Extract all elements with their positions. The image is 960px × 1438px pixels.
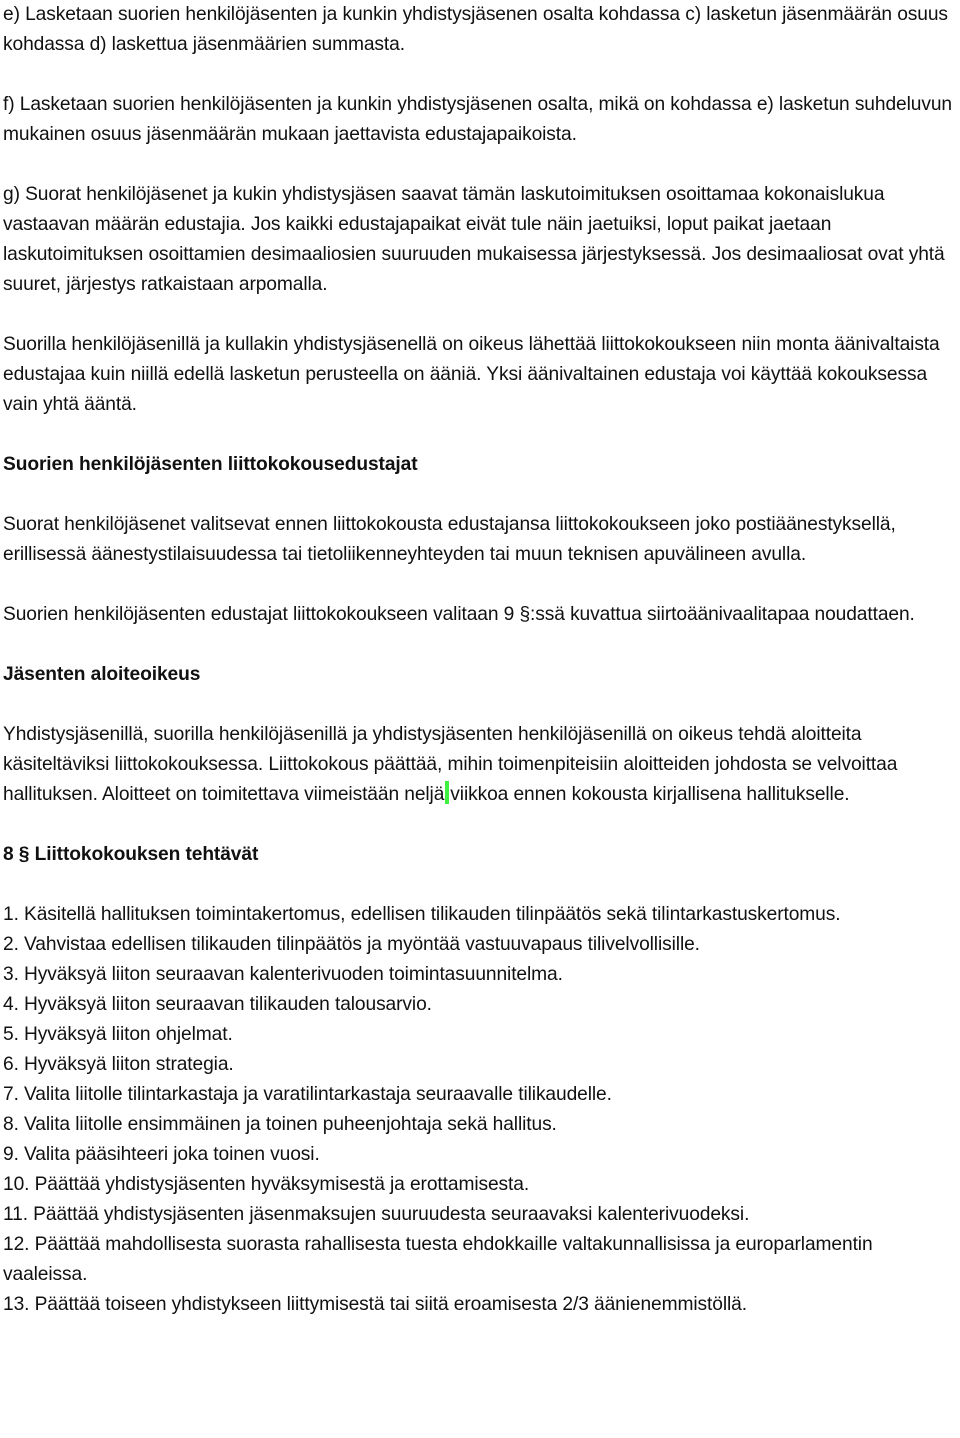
task-list-item: 3. Hyväksyä liiton seuraavan kalenterivuoden toimintasuunnitelma.	[3, 964, 563, 985]
heading-initiative-right: Jäsenten aloiteoikeus	[3, 664, 201, 685]
task-list-item: 13. Päättää toiseen yhdistykseen liittymisestä tai siitä eroamisesta 2/3 äänienemmistöllä.	[3, 1294, 747, 1315]
heading-direct-members-delegates: Suorien henkilöjäsenten liittokokousedustajat	[3, 454, 418, 475]
task-list-item: 11. Päättää yhdistysjäsenten jäsenmaksujen suuruudesta seuraavaksi kalenterivuodeksi.	[3, 1204, 750, 1225]
spacer	[3, 420, 958, 450]
task-list-item: 9. Valita pääsihteeri joka toinen vuosi.	[3, 1144, 320, 1165]
task-list-item: 4. Hyväksyä liiton seuraavan tilikauden talousarvio.	[3, 994, 432, 1015]
text-cursor	[445, 781, 449, 804]
paragraph-item-e: e) Lasketaan suorien henkilöjäsenten ja kunkin yhdistysjäsenen osalta kohdassa c) lasketun jäsenmäärän osuus kohdassa d) laskettua jäsenmäärien summasta.	[3, 4, 948, 55]
paragraph-item-f: f) Lasketaan suorien henkilöjäsenten ja kunkin yhdistysjäsenen osalta, mikä on kohdassa e) lasketun suhdeluvun mukainen osuus jäsenmäärän mukaan jaettavista edustajapaikoista.	[3, 94, 952, 145]
spacer	[3, 810, 958, 840]
task-list-item: 8. Valita liitolle ensimmäinen ja toinen puheenjohtaja sekä hallitus.	[3, 1114, 557, 1135]
task-list-item: 1. Käsitellä hallituksen toimintakertomus, edellisen tilikauden tilinpäätös sekä tilintarkastuskertomus.	[3, 904, 841, 925]
heading-meeting-tasks: 8 § Liittokokouksen tehtävät	[3, 844, 259, 865]
spacer	[3, 300, 958, 330]
document-page	[3, 0, 958, 1320]
task-list-item: 5. Hyväksyä liiton ohjelmat.	[3, 1024, 233, 1045]
spacer	[3, 60, 958, 90]
task-list-item: 7. Valita liitolle tilintarkastaja ja varatilintarkastaja seuraavalle tilikaudelle.	[3, 1084, 612, 1105]
spacer	[3, 480, 958, 510]
task-list-item: 10. Päättää yhdistysjäsenten hyväksymisestä ja erottamisesta.	[3, 1174, 530, 1195]
task-list-item: 6. Hyväksyä liiton strategia.	[3, 1054, 234, 1075]
paragraph-initiatives	[3, 720, 958, 810]
paragraph-initiatives-part-1: Yhdistysjäsenillä, suorilla henkilöjäsenillä ja yhdistysjäsenten henkilöjäsenillä on oikeus tehdä aloitteita käsiteltäviksi liittokokouksessa. Liittokokous päättää, mihin toimenpiteisiin aloitteiden johdosta se velvoittaa hallituksen. Aloitteet on toimitettava viimeistään neljä	[3, 724, 898, 805]
spacer	[3, 870, 958, 900]
paragraph-delegate-selection: Suorat henkilöjäsenet valitsevat ennen liittokokousta edustajansa liittokokoukseen joko postiäänestyksellä, erillisessä äänestystilaisuudessa tai tietoliikenneyhteyden tai muun teknisen apuvälineen avulla.	[3, 514, 896, 565]
paragraph-item-g: g) Suorat henkilöjäsenet ja kukin yhdistysjäsen saavat tämän laskutoimituksen osoittamaa kokonaislukua vastaavan määrän edustajia. Jos kaikki edustajapaikat eivät tule näin jaetuiksi, loput paikat jaetaan laskutoimituksen osoittamien desimaaliosien suuruuden mukaisessa järjestyksessä. Jos desimaaliosat ovat yhtä suuret, järjestys ratkaistaan arpomalla.	[3, 184, 945, 295]
spacer	[3, 150, 958, 180]
spacer	[3, 630, 958, 660]
spacer	[3, 570, 958, 600]
paragraph-initiatives-part-2: viikkoa ennen kokousta kirjallisena hallitukselle.	[450, 784, 850, 805]
paragraph-voting-rights: Suorilla henkilöjäsenillä ja kullakin yhdistysjäsenellä on oikeus lähettää liittokokoukseen niin monta äänivaltaista edustajaa kuin niillä edellä lasketun perusteella on ääniä. Yksi äänivaltainen edustaja voi käyttää kokouksessa vain yhtä ääntä.	[3, 334, 940, 415]
task-list	[3, 900, 958, 1320]
task-list-item: 12. Päättää mahdollisesta suorasta rahallisesta tuesta ehdokkaille valtakunnallisissa ja europarlamentin vaaleissa.	[3, 1234, 873, 1285]
task-list-item: 2. Vahvistaa edellisen tilikauden tilinpäätös ja myöntää vastuuvapaus tilivelvollisille.	[3, 934, 700, 955]
paragraph-election-method: Suorien henkilöjäsenten edustajat liittokokoukseen valitaan 9 §:ssä kuvattua siirtoäänivaalitapaa noudattaen.	[3, 604, 915, 625]
spacer	[3, 690, 958, 720]
